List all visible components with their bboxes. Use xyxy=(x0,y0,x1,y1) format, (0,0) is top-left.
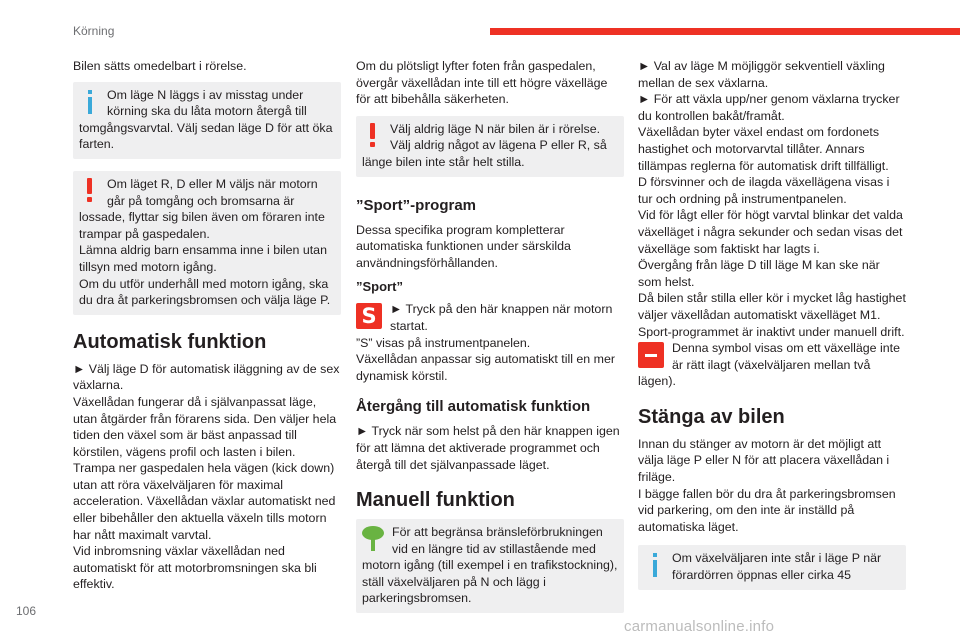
section-heading: ”Sport”-program xyxy=(356,196,476,214)
section-heading: Automatisk funktion xyxy=(73,330,267,353)
paragraph: ► Tryck när som helst på den här knappen igen för att lämna det aktiverade programmet och återgå till det självanpassade läget. xyxy=(356,424,620,472)
warning-icon xyxy=(362,121,384,151)
warning-text: Välj aldrig något av lägena P eller R, så länge bilen inte står helt stilla. xyxy=(362,138,607,169)
sport-instruction xyxy=(356,301,624,334)
paragraph: Vid för lågt eller för högt varvtal blinkar det valda växelläget i några sekunder och sedan visas det växelläge som faktiskt har lagts i. xyxy=(638,208,903,256)
paragraph: ”S” visas på instrumentpanelen. xyxy=(356,335,531,350)
paragraph: Trampa ner gaspedalen hela vägen (kick down) utan att röra växelväljaren för maximal acceleration. Växellådan växlar automatiskt ned eller bibehåller den aktuella växeln tills motorn har nått maximalt varvtal. xyxy=(73,461,336,542)
gear-fault-icon xyxy=(638,342,664,368)
paragraph: Sport-programmet är inaktivt under manuell drift. xyxy=(638,324,905,339)
paragraph: Denna symbol visas om ett växelläge inte är rätt ilagt (växelväljaren mellan två lägen). xyxy=(638,341,900,389)
info-icon xyxy=(644,550,666,580)
sub-heading: ”Sport” xyxy=(356,279,403,295)
gear-fault-note xyxy=(638,340,906,390)
header-accent-bar xyxy=(490,28,960,35)
paragraph: Om du plötsligt lyfter foten från gaspedalen, övergår växellådan inte till ett högre växelläge för att bibehålla säkerheten. xyxy=(356,59,608,107)
warning-text: Välj aldrig läge N när bilen är i rörelse. xyxy=(390,121,601,136)
paragraph: Bilen sätts omedelbart i rörelse. xyxy=(73,59,247,73)
paragraph: ► Välj läge D för automatisk iläggning av de sex växlarna. xyxy=(73,361,340,393)
eco-tip-box xyxy=(356,519,624,613)
paragraph: Dessa specifika program kompletterar automatiska funktionen under särskilda användningsförhållanden. xyxy=(356,222,571,270)
paragraph: I bägge fallen bör du dra åt parkeringsbromsen vid parkering, om den inte är inställd på automatiska läget. xyxy=(638,486,896,534)
paragraph: Växellådan fungerar då i självanpassat läge, utan åtgärder från förarens sida. Den väljer hela tiden den växel som är bäst anpassad till körstilen, vägens profil och lasten i bilen. xyxy=(73,394,337,459)
sport-button-icon: S xyxy=(356,303,382,329)
column-3 xyxy=(638,58,906,590)
info-box xyxy=(638,545,906,589)
info-box xyxy=(73,82,341,159)
section-heading: Återgång till automatisk funktion xyxy=(356,398,591,416)
info-box-text: Om läge N läggs i av misstag under körning ska du låta motorn återgå till tomgångsvarvtal. Välj sedan läge D för att öka farten. xyxy=(79,87,333,152)
paragraph: Då bilen står stilla eller kör i mycket låg hastighet väljer växellådan automatiskt växelläget M1. xyxy=(638,291,906,322)
watermark: carmanualsonline.info xyxy=(624,618,775,635)
warning-box xyxy=(73,171,341,315)
paragraph: ► För att växla upp/ner genom växlarna trycker du kontrollen bakåt/framåt. xyxy=(638,92,900,123)
paragraph: Innan du stänger av motorn är det möjligt att välja läge P eller N för att placera växellådan i friläge. xyxy=(638,436,890,485)
warning-text: Om du utför underhåll med motorn igång, ska du dra åt parkeringsbromsen och välja läge P. xyxy=(79,276,331,308)
paragraph: Vid inbromsning växlar växellådan ned automatiskt för att motorbromsningen ska bli effektiv. xyxy=(73,544,317,592)
section-heading: Manuell funktion xyxy=(356,489,515,512)
warning-icon xyxy=(79,176,101,206)
info-box-text: Om växelväljaren inte står i läge P när förardörren öppnas eller cirka 45 xyxy=(672,551,882,583)
section-header: Körning xyxy=(73,24,115,38)
column-2 xyxy=(356,58,624,613)
eco-tip-text: För att begränsa bränsleförbrukningen vid en längre tid av stillastående med motorn igång (till exempel i en trafikstockning), ställ växelväljaren på N och lägg i parkeringsbromsen. xyxy=(362,525,618,606)
info-icon xyxy=(79,87,101,117)
paragraph: ► Tryck på den här knappen när motorn startat. xyxy=(390,302,613,333)
warning-text: Om läget R, D eller M väljs när motorn går på tomgång och bromsarna är lossade, flyttar sig bilen även om föraren inte trampar på gaspedalen. xyxy=(79,176,325,241)
paragraph: ► Val av läge M möjliggör sekventiell växling mellan de sex växlarna. xyxy=(638,59,885,90)
section-heading: Stänga av bilen xyxy=(638,405,785,428)
paragraph: D försvinner och de ilagda växellägena visas i tur och ordning på instrumentpanelen. xyxy=(638,175,890,206)
column-1 xyxy=(73,58,341,593)
paragraph: Växellådan anpassar sig automatiskt till en mer dynamisk körstil. xyxy=(356,352,615,383)
paragraph: Växellådan byter växel endast om fordonets hastighet och motorvarvtal tillåter. Annars tillämpas reglerna för automatisk drift tillfälligt. xyxy=(638,125,889,173)
warning-box xyxy=(356,116,624,177)
paragraph: Övergång från läge D till läge M kan ske när som helst. xyxy=(638,258,880,289)
page-number: 106 xyxy=(16,604,37,618)
tree-icon xyxy=(362,524,386,554)
warning-text: Lämna aldrig barn ensamma inne i bilen utan tillsyn med motorn igång. xyxy=(79,243,327,274)
